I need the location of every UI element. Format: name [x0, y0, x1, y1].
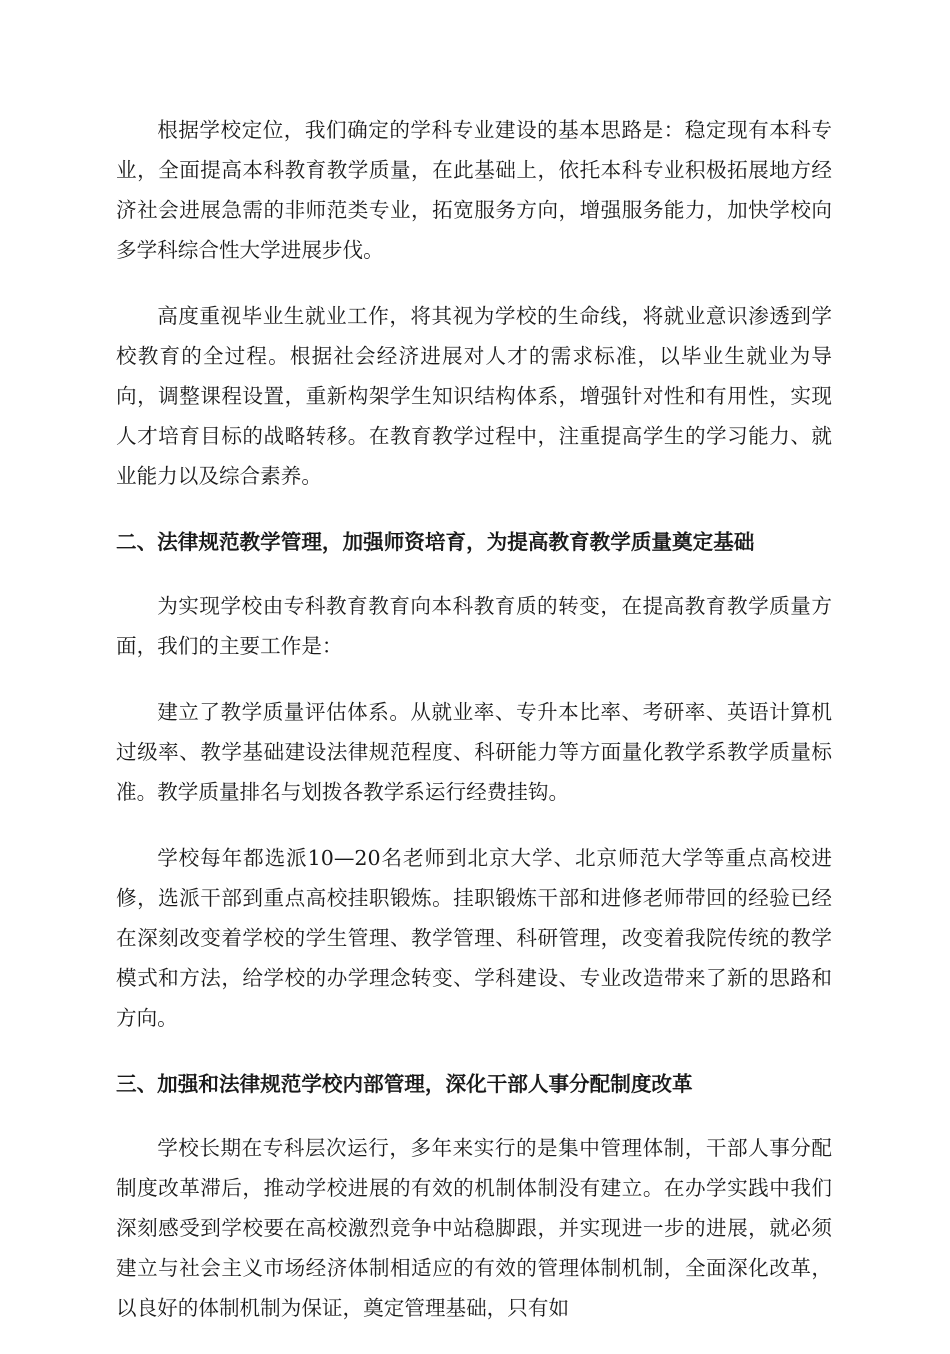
- paragraph-management-reform: 学校长期在专科层次运行，多年来实行的是集中管理体制，干部人事分配制度改革滞后，推动学校进展的有效的机制体制没有建立。在办学实践中我们深刻感受到学校要在高校激烈竞争中站稳脚跟，并实现进一步的进展，就必须建立与社会主义市场经济体制相适应的有效的管理体制机制，全面深化改革，以良好的体制机制为保证，奠定管理基础，只有如: [116, 1136, 832, 1320]
- document-page: [116, 110, 832, 1354]
- paragraph-graduate-employment: 高度重视毕业生就业工作，将其视为学校的生命线，将就业意识渗透到学校教育的全过程。根据社会经济进展对人才的需求标准，以毕业生就业为导向，调整课程设置，重新构架学生知识结构体系，增强针对性和有用性，实现人才培育目标的战略转移。在教育教学过程中，注重提高学生的学习能力、就业能力以及综合素养。: [116, 304, 832, 488]
- paragraph-discipline-planning: 根据学校定位，我们确定的学科专业建设的基本思路是：稳定现有本科专业，全面提高本科教育教学质量，在此基础上，依托本科专业积极拓展地方经济社会进展急需的非师范类专业，拓宽服务方向，增强服务能力，加快学校向多学科综合性大学进展步伐。: [116, 118, 832, 262]
- paragraph-main-work-intro: 为实现学校由专科教育教育向本科教育质的转变，在提高教育教学质量方面，我们的主要工作是：: [116, 594, 832, 658]
- paragraph-quality-evaluation: 建立了教学质量评估体系。从就业率、专升本比率、考研率、英语计算机过级率、教学基础建设法律规范程度、科研能力等方面量化教学系教学质量标准。教学质量排名与划拨各教学系运行经费挂钩。: [116, 700, 832, 804]
- section-heading-internal-management: 三、加强和法律规范学校内部管理，深化干部人事分配制度改革: [116, 1072, 693, 1096]
- paragraph-teacher-training: 学校每年都选派10—20名老师到北京大学、北京师范大学等重点高校进修，选派干部到重点高校挂职锻炼。挂职锻炼干部和进修老师带回的经验已经在深刻改变着学校的学生管理、教学管理、科研管理，改变着我院传统的教学模式和方法，给学校的办学理念转变、学科建设、专业改造带来了新的思路和方向。: [116, 846, 832, 1030]
- section-heading-teaching-management: 二、法律规范教学管理，加强师资培育，为提高教育教学质量奠定基础: [116, 530, 755, 554]
